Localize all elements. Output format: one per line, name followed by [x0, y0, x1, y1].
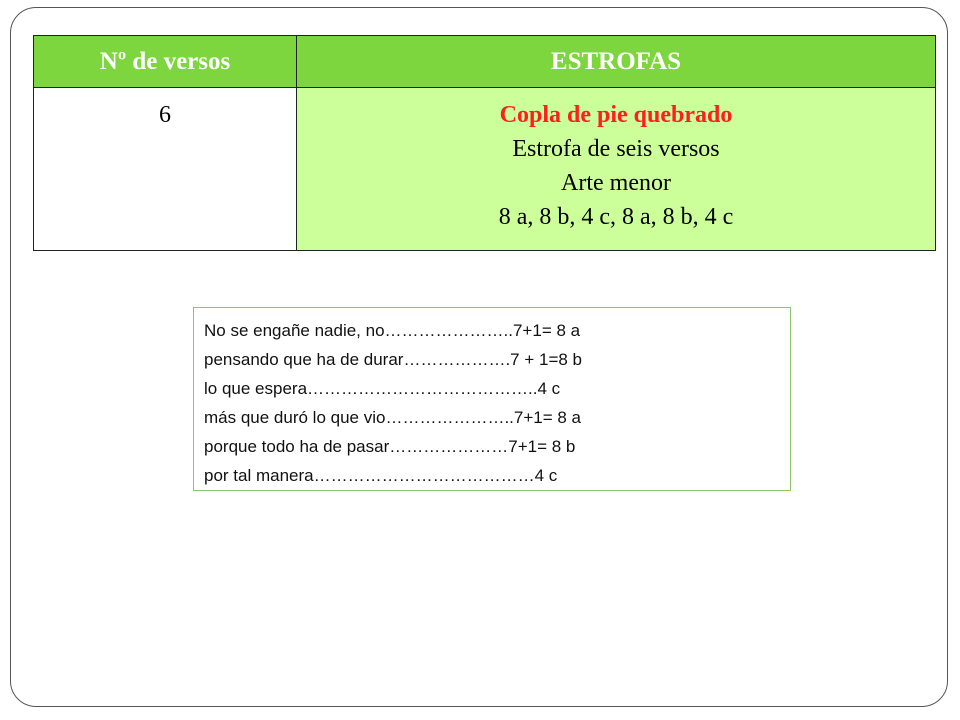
strophe-title: Copla de pie quebrado	[499, 102, 733, 128]
strophe-line-1: Estrofa de seis versos	[512, 136, 720, 162]
strophe-description-cell	[297, 88, 936, 251]
poem-line-5: porque todo ha de pasar…………………7+1= 8 b	[204, 437, 576, 456]
strophe-line-3: 8 a, 8 b, 4 c, 8 a, 8 b, 4 c	[498, 204, 734, 230]
strophe-table	[33, 35, 936, 251]
strophe-line-2: Arte menor	[561, 170, 671, 196]
poem-line-6: por tal manera…………………………………4 c	[204, 466, 558, 485]
poem-line-3: lo que espera…………………………………..4 c	[204, 379, 561, 398]
header-verse-count: Nº de versos	[34, 36, 297, 88]
poem-line-1: No se engañe nadie, no…………………..7+1= 8 a	[204, 321, 581, 340]
table-row	[34, 88, 936, 251]
poem-line-4: más que duró lo que vio…………………..7+1= 8 a	[204, 408, 582, 427]
verse-count-cell: 6	[34, 88, 297, 251]
header-strophes: ESTROFAS	[297, 36, 936, 88]
poem-example-box	[193, 307, 791, 491]
poem-line-2: pensando que ha de durar……………….7 + 1=8 b	[204, 350, 583, 369]
table-header-row	[34, 36, 936, 88]
